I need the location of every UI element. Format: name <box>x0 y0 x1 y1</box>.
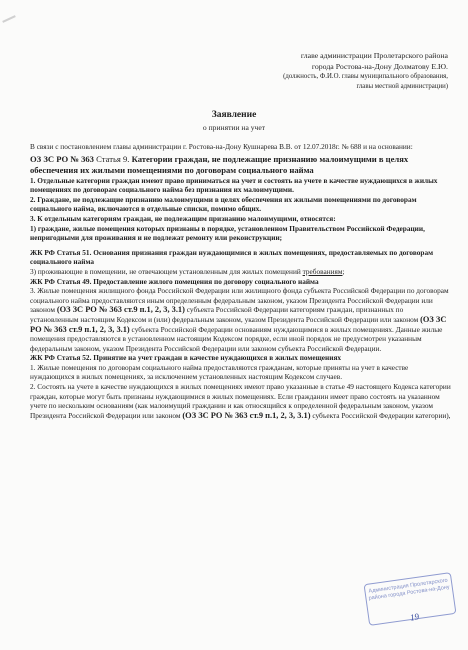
registration-stamp: Администрация Пролетарского района города Ростова-на-Дону <box>364 572 457 626</box>
article-9-p1: 1. Отдельные категории граждан имеют право приниматься на учет и состоять на учете в качестве нуждающихся в жилых помещениях по договорам социального найма без признания их малоимущими. <box>30 175 438 195</box>
corner-mark <box>2 15 16 23</box>
article-52-heading: ЖК РФ Статья 52. Принятие на учет граждан в качестве нуждающихся в жилых помещениях <box>30 353 342 363</box>
law-ref: ОЗ ЗС РО № 363 <box>30 153 94 164</box>
addressee-line: города Ростова-на-Дону Долматову Е.Ю. <box>311 62 448 71</box>
article-title: Категории граждан, не подлежащие признанию малоимущими в целях обеспечения их жилыми помещениями по договорам социального найма <box>30 153 409 175</box>
article-9-p2: 2. Граждане, не подлежащие признанию малоимущими в целях обеспечения их жилыми помещениями по договорам социального найма, включаются в отдельные списки, помимо общих. <box>30 194 417 214</box>
article-9-heading <box>30 154 452 176</box>
addressee-block <box>283 50 448 92</box>
article-49-heading: ЖК РФ Статья 49. Предоставление жилого помещения по договору социального найма <box>30 276 319 286</box>
article-52-p2 <box>30 382 452 420</box>
article-ref: Статья 9. <box>96 153 130 164</box>
article-49-end: субъекта Российской Федерации основаниям нуждающимися в жилых помещениях. Данные жилые помещения предоставляются в установленном настоящим Кодексом порядке, если иной порядок не предусмотрен указанным федеральным законом, указом Президента Российской Федерации или законом субъекта Российской Федерации. <box>30 324 443 353</box>
article-51-end: ; <box>342 266 345 276</box>
document-subtitle: о принятии на учет <box>202 123 266 132</box>
article-49-p1 <box>30 286 452 353</box>
article-52-text: 2. Состоять на учете в качестве нуждающихся в жилых помещениях имеют право указанные в статье 49 настоящего Кодекса категории граждан, которые могут быть признаны нуждающимися в жилых помещениях. Если гражданин имеет право состоять на указанном учете по нескольким основаниям (как малоимущий гражданин и как относящийся к определенной федеральным законом, указом Президента Российской Федерации или законом <box>30 382 451 420</box>
addressee-line: главе администрации Пролетарского района <box>300 51 448 60</box>
document-title: Заявление <box>211 110 257 120</box>
article-49-cont: субъекта Российской Федерации категориям граждан, признанных по установленным настоящим Кодексом и (или) федеральным законом, указом Президента Российской Федерации или законом <box>30 305 419 324</box>
article-51-text: 3) проживающие в помещении, не отвечающем установленным для жилых помещений <box>30 266 301 276</box>
article-51-heading: ЖК РФ Статья 51. Основания признания граждан нуждающимися в жилых помещениях, предоставляемых по договорам социального найма <box>30 247 434 267</box>
article-9-p4: 1) граждане, жилые помещения которых признаны в порядке, установленном Правительством Российской Федерации, непригодными для проживания и не подлежат ремонту или реконструкции; <box>30 223 425 243</box>
addressee-caption: (должность, Ф.И.О. главы муниципального образования, <box>283 73 448 80</box>
law-ref: (ОЗ ЗС РО № 363 ст.9 п.1, 2, 3, 3.1) <box>182 410 311 420</box>
article-9-p3: 3. К отдельным категориям граждан, не подлежащим признанию малоимущими, относятся: <box>30 213 336 223</box>
intro-paragraph: В связи с постановлением главы администрации г. Ростова-на-Дону Кушнарева В.В. от 12.07.2018г. № 688 и на основании: <box>30 142 413 151</box>
handwritten-signature: 19 <box>409 611 420 623</box>
law-ref: (ОЗ ЗС РО № 363 ст.9 п.1, 2, 3, 3.1) <box>30 314 447 334</box>
article-51-p1 <box>30 267 452 277</box>
addressee-caption: главы местной администрации) <box>356 83 448 90</box>
document-body <box>30 142 452 420</box>
article-52-p1: 1. Жилые помещения по договорам социального найма предоставляются гражданам, которые приняты на учет в качестве нуждающихся в жилых помещениях, за исключением установленных настоящим Кодексом случаев. <box>30 362 409 382</box>
article-49-text: 3. Жилые помещения жилищного фонда Российской Федерации или жилищного фонда субъекта Российской Федерации по договорам социального найма предоставляются иным определенным федеральным законом, указом Президента Российской Федерации или законом <box>30 286 449 315</box>
article-52-end: субъекта Российской Федерации категории), <box>312 410 451 420</box>
requirements-link[interactable]: требованиям <box>302 266 343 276</box>
law-ref: (ОЗ ЗС РО № 363 ст.9 п.1, 2, 3, 3.1) <box>56 305 185 315</box>
